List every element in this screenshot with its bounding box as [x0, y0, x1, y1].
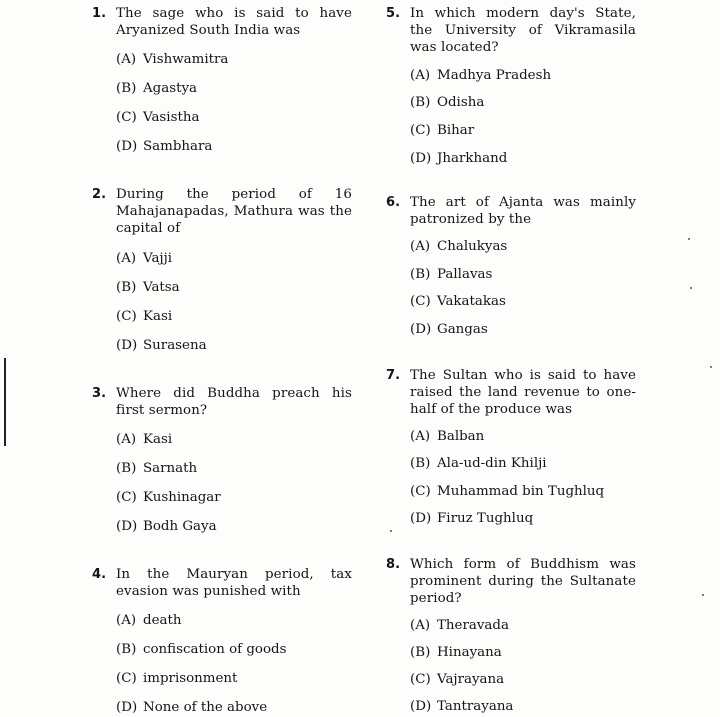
option-a[interactable] [116, 250, 172, 267]
question-stem [92, 566, 352, 600]
question-text: Which form of Buddhism was prominent during the Sultanate period? [410, 557, 636, 607]
question-number: 6. [386, 195, 401, 210]
option-key: (C) [410, 484, 431, 499]
option-key: (C) [116, 490, 137, 505]
option-b[interactable] [410, 644, 502, 661]
question-7 [386, 367, 636, 526]
option-b[interactable] [116, 80, 197, 97]
option-text: Vajrayana [437, 672, 505, 687]
option-d[interactable] [116, 518, 217, 535]
option-key: (D) [116, 700, 138, 715]
option-text: Vishwamitra [143, 52, 229, 67]
option-text: Surasena [143, 338, 207, 353]
option-text: Bodh Gaya [143, 519, 217, 534]
option-d[interactable] [116, 337, 207, 354]
option-b[interactable] [116, 460, 197, 477]
option-key: (A) [116, 432, 137, 447]
scan-speck [702, 594, 704, 596]
option-key: (D) [410, 699, 432, 714]
option-key: (B) [410, 456, 431, 471]
option-text: death [143, 613, 182, 628]
option-key: (A) [410, 68, 431, 83]
question-number: 2. [92, 187, 107, 202]
question-stem [92, 186, 352, 238]
option-key: (A) [410, 618, 431, 633]
question-text: The sage who is said to have Aryanized South India was [116, 6, 352, 39]
question-text: Where did Buddha preach his first sermon? [116, 386, 352, 419]
question-stem [92, 385, 352, 419]
option-text: None of the above [143, 700, 268, 715]
question-3 [92, 385, 352, 534]
option-key: (A) [410, 239, 431, 254]
option-text: Ala-ud-din Khilji [437, 456, 547, 471]
scan-speck [690, 287, 692, 289]
option-a[interactable] [410, 617, 509, 634]
option-c[interactable] [116, 109, 199, 126]
option-b[interactable] [410, 94, 484, 111]
option-text: Chalukyas [437, 239, 508, 254]
scan-speck [710, 366, 712, 368]
question-text: The art of Ajanta was mainly patronized by the [410, 195, 636, 228]
question-number: 7. [386, 368, 401, 383]
option-key: (A) [116, 613, 137, 628]
option-key: (B) [410, 267, 431, 282]
option-text: Vatsa [143, 280, 180, 295]
option-text: Theravada [437, 618, 509, 633]
option-text: Vakatakas [437, 294, 506, 309]
question-2 [92, 186, 352, 353]
question-number: 5. [386, 6, 401, 21]
option-d[interactable] [410, 510, 533, 527]
question-number: 4. [92, 567, 107, 582]
option-key: (A) [116, 52, 137, 67]
option-key: (D) [116, 338, 138, 353]
option-text: Vasistha [143, 110, 200, 125]
option-c[interactable] [410, 122, 474, 139]
option-b[interactable] [116, 641, 287, 658]
option-a[interactable] [410, 428, 484, 445]
option-b[interactable] [410, 266, 492, 283]
question-number: 3. [92, 386, 107, 401]
option-key: (C) [410, 672, 431, 687]
scan-speck [390, 530, 392, 532]
option-text: Hinayana [437, 645, 502, 660]
option-text: Kasi [143, 432, 173, 447]
option-d[interactable] [410, 150, 507, 167]
question-number: 8. [386, 557, 401, 572]
option-key: (D) [116, 139, 138, 154]
option-key: (C) [410, 123, 431, 138]
option-key: (B) [116, 461, 137, 476]
option-text: Vajji [143, 251, 173, 266]
option-text: imprisonment [143, 671, 238, 686]
option-c[interactable] [410, 483, 604, 500]
option-c[interactable] [116, 670, 237, 687]
option-text: Jharkhand [437, 151, 508, 166]
question-stem [386, 5, 636, 57]
question-text: In the Mauryan period, tax evasion was punished with [116, 567, 352, 600]
question-5 [386, 5, 636, 166]
option-key: (B) [410, 645, 431, 660]
option-a[interactable] [116, 431, 172, 448]
question-text: In which modern day's State, the University of Vikramasila was located? [410, 6, 636, 56]
option-key: (D) [410, 511, 432, 526]
option-text: Kasi [143, 309, 173, 324]
option-d[interactable] [116, 138, 212, 155]
option-text: Firuz Tughluq [437, 511, 534, 526]
option-key: (D) [410, 151, 432, 166]
option-a[interactable] [410, 67, 551, 84]
question-8 [386, 556, 636, 714]
option-text: Bihar [437, 123, 475, 138]
option-text: Sarnath [143, 461, 198, 476]
option-d[interactable] [116, 699, 267, 716]
option-b[interactable] [116, 279, 180, 296]
option-text: Madhya Pradesh [437, 68, 552, 83]
question-number: 1. [92, 6, 107, 21]
question-stem [386, 194, 636, 228]
option-d[interactable] [410, 321, 488, 338]
option-text: Agastya [143, 81, 198, 96]
question-stem [386, 556, 636, 608]
option-text: Sambhara [143, 139, 213, 154]
option-text: Pallavas [437, 267, 493, 282]
option-key: (C) [116, 671, 137, 686]
question-6 [386, 194, 636, 337]
option-text: Kushinagar [143, 490, 221, 505]
option-c[interactable] [116, 489, 221, 506]
question-4 [92, 566, 352, 715]
option-c[interactable] [116, 308, 172, 325]
option-key: (C) [116, 110, 137, 125]
option-key: (D) [116, 519, 138, 534]
option-key: (D) [410, 322, 432, 337]
option-key: (A) [116, 251, 137, 266]
question-text: During the period of 16 Mahajanapadas, Mathura was the capital of [116, 187, 352, 237]
question-1 [92, 5, 352, 154]
option-text: Gangas [437, 322, 488, 337]
option-text: confiscation of goods [143, 642, 287, 657]
option-key: (B) [410, 95, 431, 110]
scan-speck [688, 238, 690, 240]
option-c[interactable] [410, 293, 506, 310]
question-stem [92, 5, 352, 39]
option-a[interactable] [410, 238, 507, 255]
option-key: (C) [116, 309, 137, 324]
option-text: Balban [437, 429, 485, 444]
option-key: (B) [116, 81, 137, 96]
option-c[interactable] [410, 671, 504, 688]
option-text: Odisha [437, 95, 485, 110]
option-key: (B) [116, 280, 137, 295]
option-key: (A) [410, 429, 431, 444]
option-a[interactable] [116, 612, 182, 629]
option-text: Muhammad bin Tughluq [437, 484, 605, 499]
option-a[interactable] [116, 51, 228, 68]
option-text: Tantrayana [437, 699, 514, 714]
option-b[interactable] [410, 455, 547, 472]
option-d[interactable] [410, 698, 513, 715]
option-key: (C) [410, 294, 431, 309]
question-text: The Sultan who is said to have raised the land revenue to one-half of the produce was [410, 368, 636, 418]
question-stem [386, 367, 636, 419]
option-key: (B) [116, 642, 137, 657]
margin-scan-mark [4, 358, 6, 446]
